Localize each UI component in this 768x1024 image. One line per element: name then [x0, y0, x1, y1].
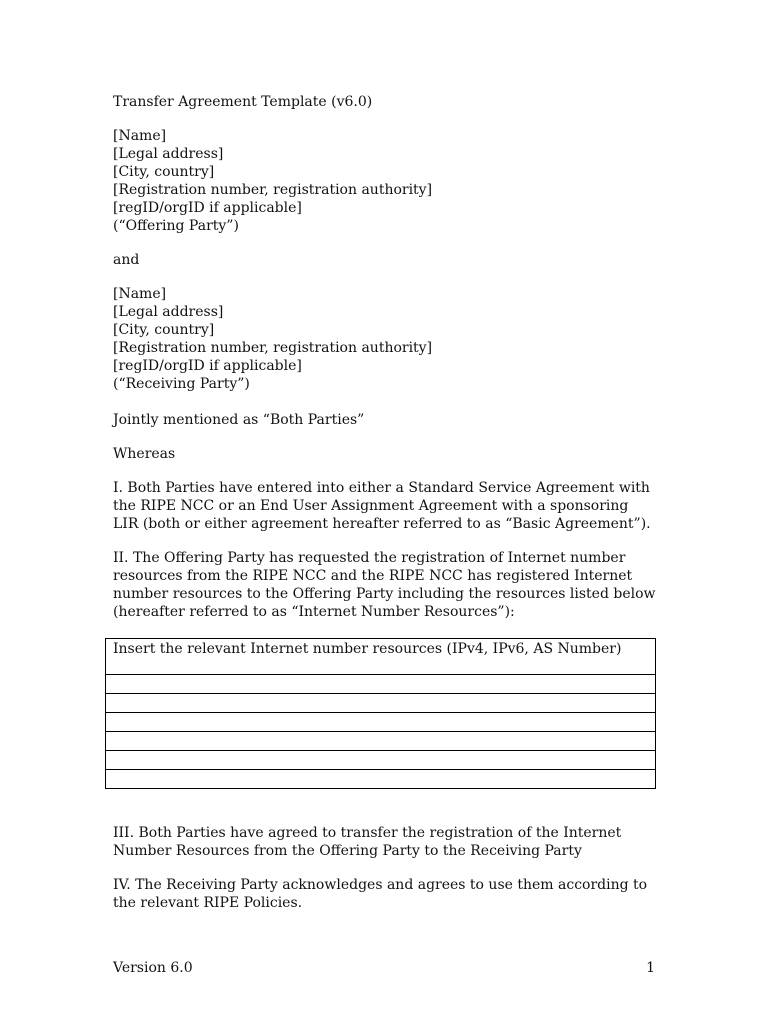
and-separator: and — [113, 252, 140, 268]
table-row — [106, 713, 656, 732]
resource-cell[interactable] — [106, 732, 656, 751]
clause-iv: IV. The Receiving Party acknowledges and agrees to use them according to the relevant RIPE Policies. — [113, 877, 648, 911]
receiving-party-role: (“Receiving Party”) — [113, 376, 250, 392]
receiving-party-reg-id: [regID/orgID if applicable] — [113, 358, 302, 374]
whereas-heading: Whereas — [113, 446, 176, 462]
receiving-party-name: [Name] — [113, 286, 167, 302]
table-row — [106, 732, 656, 751]
resources-table-header[interactable]: Insert the relevant Internet number resources (IPv4, IPv6, AS Number) — [106, 639, 656, 675]
resources-table-header-row — [106, 639, 656, 675]
receiving-party-city-country: [City, country] — [113, 322, 215, 338]
clause-iii: III. Both Parties have agreed to transfer the registration of the Internet Number Resources from the Offering Party to the Receiving Party — [113, 825, 622, 859]
document-title: Transfer Agreement Template (v6.0) — [113, 94, 373, 110]
clauses-after-table — [113, 824, 658, 912]
offering-party-name: [Name] — [113, 128, 167, 144]
clause-ii: II. The Offering Party has requested the registration of Internet number resources from the RIPE NCC and the RIPE NCC has registered Internet number resources to the Offering Party including the resources listed below (hereafter referred to as “Internet Number Resources”): — [113, 550, 656, 620]
resource-cell[interactable] — [106, 751, 656, 770]
receiving-party-legal-address: [Legal address] — [113, 304, 224, 320]
offering-party-block — [113, 127, 658, 235]
footer-version: Version 6.0 — [113, 960, 193, 976]
footer-page-number: 1 — [646, 960, 655, 976]
offering-party-legal-address: [Legal address] — [113, 146, 224, 162]
clause-i: I. Both Parties have entered into either a Standard Service Agreement with the RIPE NCC or an End User Assignment Agreement with a sponsoring LIR (both or either agreement hereafter referred to as “Basic Agreement”). — [113, 480, 651, 532]
resource-cell[interactable] — [106, 713, 656, 732]
resource-cell[interactable] — [106, 770, 656, 789]
receiving-party-block — [113, 285, 658, 393]
table-row — [106, 675, 656, 694]
resources-table — [105, 638, 656, 789]
offering-party-role: (“Offering Party”) — [113, 218, 239, 234]
table-row — [106, 694, 656, 713]
offering-party-registration: [Registration number, registration authority] — [113, 182, 433, 198]
resource-cell[interactable] — [106, 675, 656, 694]
offering-party-city-country: [City, country] — [113, 164, 215, 180]
table-row — [106, 770, 656, 789]
jointly-mentioned: Jointly mentioned as “Both Parties” — [113, 412, 365, 428]
document-body — [113, 93, 658, 621]
offering-party-reg-id: [regID/orgID if applicable] — [113, 200, 302, 216]
table-row — [106, 751, 656, 770]
receiving-party-registration: [Registration number, registration authority] — [113, 340, 433, 356]
resource-cell[interactable] — [106, 694, 656, 713]
